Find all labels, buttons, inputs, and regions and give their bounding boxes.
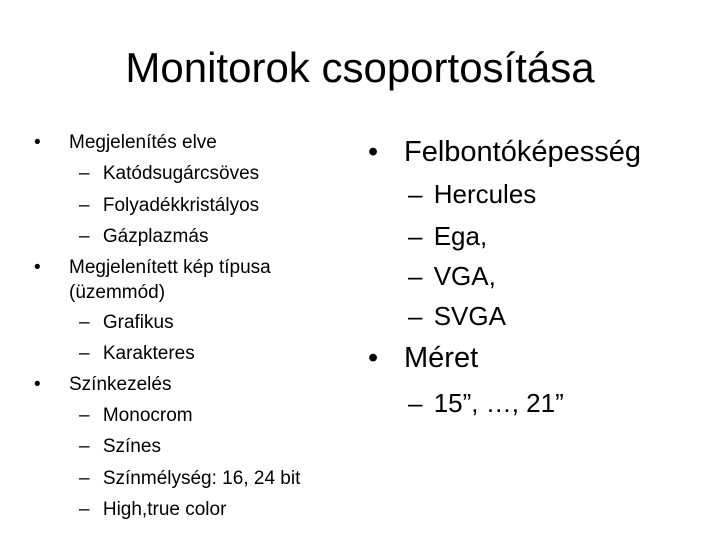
dash-icon: – bbox=[79, 436, 90, 457]
sub-item-label: High,true color bbox=[102, 499, 227, 520]
sub-item-label: Színmélység: 16, 24 bit bbox=[102, 468, 301, 489]
dash-icon: – bbox=[79, 499, 90, 520]
list-item bbox=[34, 131, 217, 155]
bullet-icon: • bbox=[368, 342, 379, 374]
sub-list-item bbox=[79, 311, 174, 335]
sub-list-item bbox=[408, 299, 506, 333]
dash-icon: – bbox=[408, 301, 423, 331]
sub-item-label: Folyadékkristályos bbox=[102, 195, 260, 216]
bullet-label: Színkezelés bbox=[69, 374, 172, 395]
dash-icon: – bbox=[79, 195, 90, 216]
dash-icon: – bbox=[408, 179, 423, 209]
sub-list-item bbox=[408, 177, 536, 211]
sub-list-item bbox=[408, 259, 496, 293]
dash-icon: – bbox=[79, 343, 90, 364]
bullet-icon: • bbox=[368, 136, 379, 168]
bullet-label: Méret bbox=[404, 342, 479, 374]
sub-list-item bbox=[79, 342, 195, 366]
sub-item-label: Ega, bbox=[433, 221, 488, 251]
sub-item-label: Gázplazmás bbox=[102, 226, 209, 247]
dash-icon: – bbox=[79, 163, 90, 184]
sub-item-label: Színes bbox=[102, 436, 161, 457]
bullet-icon: • bbox=[34, 374, 41, 395]
list-item bbox=[368, 340, 478, 376]
bullet-continuation: (üzemmód) bbox=[69, 282, 166, 303]
sub-list-item bbox=[79, 435, 161, 459]
bullet-label: Megjelenített kép típusa bbox=[69, 257, 271, 278]
sub-item-label: Grafikus bbox=[102, 312, 174, 333]
sub-list-item bbox=[79, 225, 208, 249]
sub-list-item bbox=[79, 194, 259, 218]
sub-list-item bbox=[79, 162, 259, 186]
bullet-label: Megjelenítés elve bbox=[69, 132, 217, 153]
dash-icon: – bbox=[79, 226, 90, 247]
sub-list-item bbox=[79, 498, 226, 522]
dash-icon: – bbox=[408, 221, 423, 251]
sub-item-label: 15”, …, 21” bbox=[433, 388, 564, 418]
slide-title: Monitorok csoportosítása bbox=[125, 44, 595, 91]
bullet-label: Felbontóképesség bbox=[404, 136, 641, 168]
sub-item-label: Katódsugárcsöves bbox=[102, 163, 260, 184]
dash-icon: – bbox=[408, 388, 423, 418]
bullet-icon: • bbox=[34, 257, 41, 278]
bullet-icon: • bbox=[34, 132, 41, 153]
dash-icon: – bbox=[408, 261, 423, 291]
list-item bbox=[34, 373, 171, 397]
sub-list-item bbox=[408, 219, 487, 253]
sub-item-label: Karakteres bbox=[102, 343, 195, 364]
dash-icon: – bbox=[79, 468, 90, 489]
sub-item-label: Monocrom bbox=[102, 405, 193, 426]
list-item bbox=[368, 134, 641, 170]
sub-item-label: Hercules bbox=[433, 179, 537, 209]
list-item bbox=[34, 256, 271, 280]
sub-item-label: SVGA bbox=[433, 301, 506, 331]
dash-icon: – bbox=[79, 405, 90, 426]
sub-list-item bbox=[408, 386, 564, 420]
sub-list-item bbox=[79, 404, 193, 428]
sub-item-label: VGA, bbox=[433, 261, 496, 291]
sub-list-item bbox=[79, 467, 300, 491]
dash-icon: – bbox=[79, 312, 90, 333]
